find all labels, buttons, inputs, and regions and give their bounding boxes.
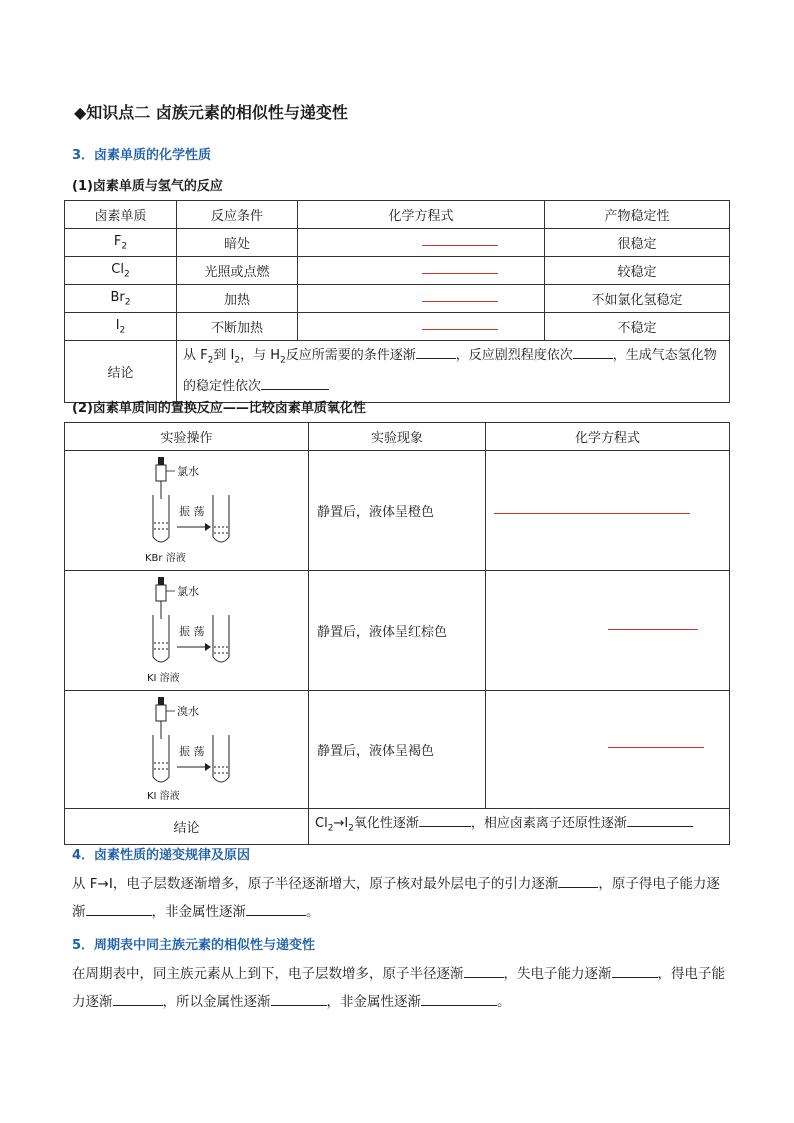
reagent-label: 氯水	[177, 585, 199, 598]
shake-label: 振 荡	[179, 745, 205, 758]
condition-cell: 不断加热	[177, 313, 298, 341]
header-stability: 产物稳定性	[545, 201, 730, 229]
equation-cell[interactable]	[298, 229, 545, 257]
element-cell: $F_2$	[65, 229, 177, 257]
answer-blank[interactable]	[419, 814, 471, 827]
shake-label: 振 荡	[179, 625, 205, 638]
reagent-label: 溴水	[177, 705, 199, 718]
header-equation: 化学方程式	[298, 201, 545, 229]
answer-blank[interactable]	[421, 993, 497, 1006]
answer-blank[interactable]	[416, 346, 456, 359]
equation-cell[interactable]	[298, 285, 545, 313]
equation-cell[interactable]	[298, 257, 545, 285]
phenomenon-cell: 静置后，液体呈褐色	[309, 691, 486, 809]
element-cell: $I_2$	[65, 313, 177, 341]
condition-cell: 暗处	[177, 229, 298, 257]
answer-blank[interactable]	[246, 903, 306, 916]
condition-cell: 加热	[177, 285, 298, 313]
stability-cell: 较稳定	[545, 257, 730, 285]
answer-line	[608, 747, 704, 748]
halogen-hydrogen-table	[64, 200, 730, 403]
section-title: ◆知识点二 卤族元素的相似性与递变性	[74, 103, 348, 122]
answer-blank[interactable]	[113, 993, 163, 1006]
equation-cell[interactable]	[298, 313, 545, 341]
stability-cell: 不稳定	[545, 313, 730, 341]
experiment-diagram	[65, 451, 309, 571]
reagent-label: 氯水	[177, 465, 199, 478]
conclusion-row	[65, 341, 730, 403]
answer-line	[422, 329, 498, 330]
table-row	[65, 451, 730, 571]
element-cell: $Br_2$	[65, 285, 177, 313]
answer-line	[608, 629, 698, 630]
equation-cell[interactable]	[486, 571, 730, 691]
table-row	[65, 571, 730, 691]
solution-label: KI 溶液	[147, 673, 180, 684]
answer-blank[interactable]	[86, 903, 152, 916]
stability-cell: 很稳定	[545, 229, 730, 257]
element-cell: $Cl_2$	[65, 257, 177, 285]
answer-line	[422, 245, 498, 246]
phenomenon-cell: 静置后，液体呈红棕色	[309, 571, 486, 691]
phenomenon-cell: 静置后，液体呈橙色	[309, 451, 486, 571]
answer-line	[422, 301, 498, 302]
table-row	[65, 691, 730, 809]
stability-cell: 不如氯化氢稳定	[545, 285, 730, 313]
subsection-1-title: (1)卤素单质与氢气的反应	[72, 179, 223, 194]
condition-cell: 光照或点燃	[177, 257, 298, 285]
solution-label: KBr 溶液	[145, 553, 186, 564]
answer-line	[422, 273, 498, 274]
header-condition: 反应条件	[177, 201, 298, 229]
section-4-title: 4．卤素性质的递变规律及原因	[72, 848, 251, 863]
table-row	[65, 229, 730, 257]
experiment-diagram	[65, 571, 309, 691]
section-5-title: 5．周期表中同主族元素的相似性与递变性	[72, 938, 316, 953]
answer-blank[interactable]	[573, 346, 613, 359]
equation-cell[interactable]	[486, 451, 730, 571]
header-operation: 实验操作	[65, 423, 309, 451]
table-row	[65, 257, 730, 285]
subsection-2-title: (2)卤素单质间的置换反应——比较卤素单质氧化性	[72, 401, 366, 416]
header-phenomenon: 实验现象	[309, 423, 486, 451]
conclusion-label: 结论	[65, 809, 309, 845]
conclusion-text: 从 $F_2$到 $I_2$，与 $H_2$反应所需要的条件逐渐 ，反应剧烈程度依次 ，生成气态氢化物的稳定性依次	[177, 341, 730, 403]
section-5-text: 在周期表中，同主族元素从上到下，电子层数增多，原子半径逐渐 ，失电子能力逐渐 ，得电子能力逐渐 ，所以金属性逐渐 ，非金属性逐渐 。	[72, 966, 725, 1010]
answer-blank[interactable]	[558, 875, 598, 888]
solution-label: KI 溶液	[147, 791, 180, 802]
answer-blank[interactable]	[464, 965, 504, 978]
answer-blank[interactable]	[612, 965, 658, 978]
answer-blank[interactable]	[627, 814, 693, 827]
section-3-title: 3．卤素单质的化学性质	[72, 148, 212, 163]
header-element: 卤素单质	[65, 201, 177, 229]
conclusion-text: $Cl_2\to I_2$氧化性逐渐 ，相应卤素离子还原性逐渐	[309, 809, 730, 845]
experiment-diagram	[65, 691, 309, 809]
header-equation: 化学方程式	[486, 423, 730, 451]
displacement-reaction-table	[64, 422, 730, 845]
answer-line	[494, 513, 690, 514]
conclusion-row	[65, 809, 730, 845]
table-row	[65, 285, 730, 313]
answer-blank[interactable]	[271, 993, 327, 1006]
conclusion-label: 结论	[65, 341, 177, 403]
table-row	[65, 313, 730, 341]
answer-blank[interactable]	[261, 377, 329, 390]
section-4-text: 从 F→I，电子层数逐渐增多，原子半径逐渐增大，原子核对最外层电子的引力逐渐 ，原子得电子能力逐渐 ，非金属性逐渐 。	[72, 876, 720, 920]
shake-label: 振 荡	[179, 505, 205, 518]
equation-cell[interactable]	[486, 691, 730, 809]
